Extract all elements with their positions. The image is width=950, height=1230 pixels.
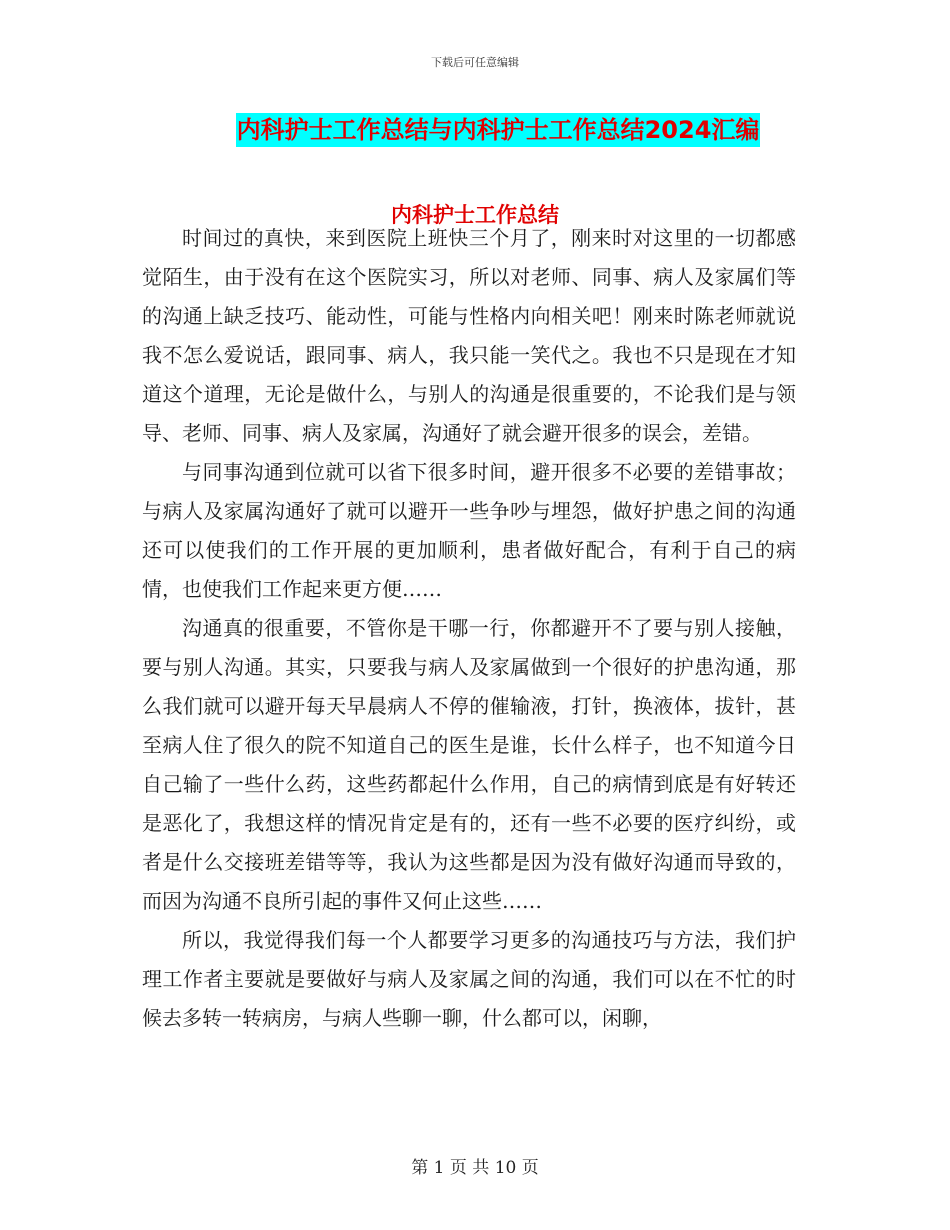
section-title: 内科护士工作总结 — [391, 203, 559, 227]
page-footer — [0, 1153, 950, 1178]
paragraph: 与同事沟通到位就可以省下很多时间，避开很多不必要的差错事故；与病人及家属沟通好了就可以避开一些争吵与埋怨，做好护患之间的沟通还可以使我们的工作开展的更加顺利，患者做好配合，有利于自己的病情，也使我们工作起来更方便…… — [142, 460, 796, 601]
document-title-container — [0, 113, 950, 147]
paragraph: 时间过的真快，来到医院上班快三个月了，刚来时对这里的一切都感觉陌生，由于没有在这个医院实习，所以对老师、同事、病人及家属们等的沟通上缺乏技巧、能动性，可能与性格内向相关吧！刚来时陈老师就说我不怎么爱说话，跟同事、病人，我只能一笑代之。我也不只是现在才知道这个道理，无论是做什么，与别人的沟通是很重要的，不论我们是与领导、老师、同事、病人及家属，沟通好了就会避开很多的误会，差错。 — [142, 226, 796, 445]
paragraph: 沟通真的很重要，不管你是干哪一行，你都避开不了要与别人接触，要与别人沟通。其实，只要我与病人及家属做到一个很好的护患沟通，那么我们就可以避开每天早晨病人不停的催输液，打针，换液体，拔针，甚至病人住了很久的院不知道自己的医生是谁，长什么样子，也不知道今日自己输了一些什么药，这些药都起什么作用，自己的病情到底是有好转还是恶化了，我想这样的情况肯定是有的，还有一些不必要的医疗纠纷，或者是什么交接班差错等等，我认为这些都是因为没有做好沟通而导致的，而因为沟通不良所引起的事件又何止这些…… — [142, 616, 796, 913]
page-number-text: 第 1 页 共 10 页 — [411, 1158, 539, 1178]
paragraph: 所以，我觉得我们每一个人都要学习更多的沟通技巧与方法，我们护理工作者主要就是要做好与病人及家属之间的沟通，我们可以在不忙的时候去多转一转病房，与病人些聊一聊，什么都可以，闲聊， — [142, 928, 796, 1030]
document-title: 内科护士工作总结与内科护士工作总结2024汇编 — [236, 113, 761, 147]
body-text — [142, 219, 796, 1038]
header-note: 下载后可任意编辑 — [431, 56, 519, 69]
